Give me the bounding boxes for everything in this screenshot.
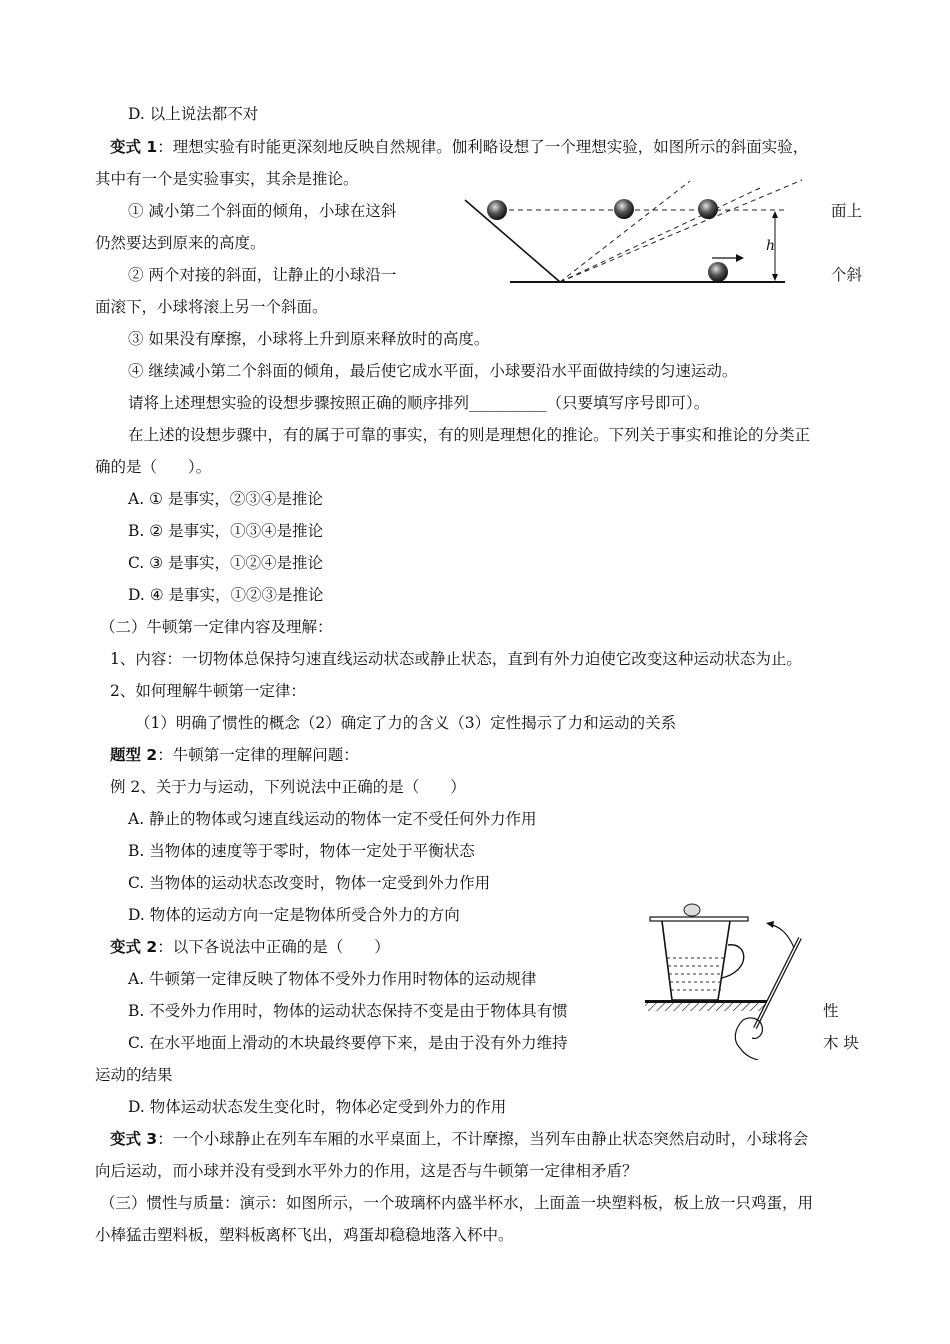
paragraph-line: 其中有一个是实验事实，其余是推论。 <box>95 170 359 188</box>
variant-2-option-c-cont: 运动的结果 <box>95 1066 173 1084</box>
ball-on-shallow-incline <box>698 199 718 219</box>
swing-arrow-head <box>766 921 774 928</box>
ball-on-steep-incline <box>614 199 634 219</box>
step-2-line: ② 两个对接的斜面，让静止的小球沿一 <box>128 266 397 284</box>
variant-2-line <box>110 937 390 957</box>
step-2-line-tail: 个斜 <box>831 266 863 284</box>
step-1-line-cont: 仍然要达到原来的高度。 <box>95 234 266 252</box>
option-c: C. ③ 是事实，①②④是推论 <box>128 554 323 572</box>
variant-1-heading: 变式 1 <box>110 138 158 156</box>
classification-question-line: 在上述的设想步骤中，有的属于可靠的事实，有的则是理想化的推论。下列关于事实和推论的分类正 <box>128 426 811 444</box>
section-3-line: （三）惯性与质量：演示：如图所示，一个玻璃杯内盛半杯水，上面盖一块塑料板，板上放一只鸡蛋，用 <box>100 1194 814 1212</box>
incline-medium <box>560 188 760 282</box>
variant-1-text: ：理想实验有时能更深刻地反映自然规律。伽利略设想了一个理想实验，如图所示的斜面实验， <box>157 138 809 156</box>
law-points-line: （1）明确了惯性的概念（2）确定了力的含义（3）定性揭示了力和运动的关系 <box>135 714 677 732</box>
egg <box>684 904 700 916</box>
question-type-2-line <box>110 745 359 765</box>
section-3-line-cont: 小棒猛击塑料板，塑料板离杯飞出，鸡蛋却稳稳地落入杯中。 <box>95 1226 514 1244</box>
variant-2-heading: 变式 2 <box>110 938 158 956</box>
question-type-2-heading: 题型 2 <box>110 746 158 764</box>
variant-2-option-d: D. 物体运动状态发生变化时，物体必定受到外力的作用 <box>128 1098 507 1116</box>
order-question-line: 请将上述理想实验的设想步骤按照正确的顺序排列__________（只要填写序号即可）。 <box>128 394 710 412</box>
ball-on-ground <box>708 262 728 282</box>
variant-2-option-b: B. 不受外力作用时，物体的运动状态保持不变是由于物体具有惯 <box>128 1002 568 1020</box>
law-content-line: 1、内容：一切物体总保持匀速直线运动状态或静止状态，直到有外力迫使它改变这种运动状态为止。 <box>110 650 802 668</box>
height-arrow-bottom <box>772 274 778 281</box>
variant-1-line <box>110 137 808 157</box>
table-top <box>645 1000 767 1003</box>
classification-question-line-cont: 确的是（ ）。 <box>95 458 212 476</box>
step-2-line-cont: 面滚下，小球将滚上另一个斜面。 <box>95 298 328 316</box>
motion-arrow-head <box>736 254 744 262</box>
swing-arrow <box>768 924 795 950</box>
variant-2-option-c: C. 在水平地面上滑动的木块最终要停下来，是由于没有外力维持 <box>128 1034 568 1052</box>
example-2-option-c: C. 当物体的运动状态改变时，物体一定受到外力作用 <box>128 874 491 892</box>
question-type-2-text: ：牛顿第一定律的理解问题： <box>157 746 359 764</box>
glass-cup <box>662 921 730 1000</box>
variant-3-line-cont: 向后运动，而小球并没有受到水平外力的作用，这是否与牛顿第一定律相矛盾？ <box>95 1162 638 1180</box>
step-1-line: ① 减小第二个斜面的倾角，小球在这斜 <box>128 202 397 220</box>
step-1-line-tail: 面上 <box>831 202 863 220</box>
variant-3-line <box>110 1129 808 1149</box>
example-2-option-b: B. 当物体的速度等于零时，物体一定处于平衡状态 <box>128 842 475 860</box>
incline-experiment-figure <box>450 178 810 298</box>
example-2-option-d: D. 物体的运动方向一定是物体所受合外力的方向 <box>128 906 460 924</box>
option-d: D. ④ 是事实，①②③是推论 <box>128 586 324 604</box>
stick-inner <box>755 938 800 1028</box>
incline-shallow <box>560 180 802 282</box>
height-arrow-top <box>772 211 778 218</box>
option-a: A. ① 是事实，②③④是推论 <box>128 490 323 508</box>
incline-steep <box>560 181 690 282</box>
ball-start <box>487 200 507 220</box>
section-2-heading: （二）牛顿第一定律内容及理解： <box>100 618 333 636</box>
height-label: h <box>766 238 776 254</box>
table-hatch <box>645 1003 767 1011</box>
inertia-cup-figure <box>640 900 850 1060</box>
option-b: B. ② 是事实，①③④是推论 <box>128 522 324 540</box>
variant-2-text: ：以下各说法中正确的是（ ） <box>157 938 390 956</box>
variant-2-option-a: A. 牛顿第一定律反映了物体不受外力作用时物体的运动规律 <box>128 970 537 988</box>
variant-3-heading: 变式 3 <box>110 1130 158 1148</box>
water <box>667 958 725 990</box>
example-2-option-a: A. 静止的物体或匀速直线运动的物体一定不受任何外力作用 <box>128 810 537 828</box>
first-incline <box>465 200 560 282</box>
step-3-line: ③ 如果没有摩擦，小球将上升到原来释放时的高度。 <box>128 330 490 348</box>
law-understanding-line: 2、如何理解牛顿第一定律： <box>110 682 306 700</box>
variant-3-text: ：一个小球静止在列车车厢的水平桌面上，不计摩擦，当列车由静止状态突然启动时，小球将会 <box>157 1130 809 1148</box>
option-d-line: D. 以上说法都不对 <box>128 105 259 123</box>
example-2-line: 例 2、关于力与运动，下列说法中正确的是（ ） <box>110 778 466 796</box>
step-4-line: ④ 继续减小第二个斜面的倾角，最后使它成水平面，小球要沿水平面做持续的匀速运动。 <box>128 362 738 380</box>
variant-2-option-c-tail: 木 块 <box>823 1034 859 1052</box>
variant-2-option-b-tail: 性 <box>823 1002 839 1020</box>
plastic-board <box>650 917 748 921</box>
